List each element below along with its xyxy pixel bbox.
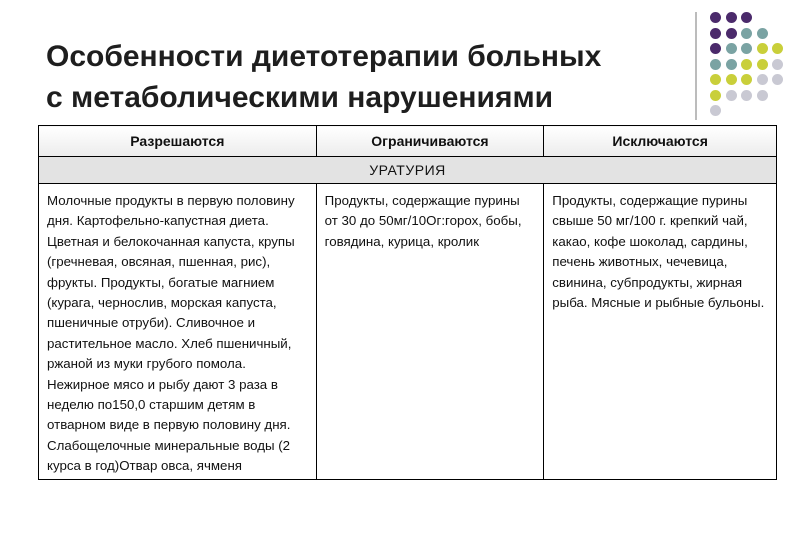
decorative-dot — [726, 74, 737, 85]
decorative-dot — [710, 28, 721, 39]
decorative-vertical-rule — [695, 12, 697, 120]
header-allowed: Разрешаются — [39, 126, 317, 157]
decorative-dot — [710, 59, 721, 70]
cell-excluded: Продукты, содержащие пурины свыше 50 мг/100 г. крепкий чай, какао, кофе шоколад, сардины, печень животных, чечевица, свинина, субпродукты, жирная рыба. Мясные и рыбные бульоны. — [544, 184, 777, 480]
decorative-dot — [741, 28, 752, 39]
decorative-dot — [757, 43, 768, 54]
slide-title — [46, 36, 601, 118]
decorative-dot — [726, 43, 737, 54]
decorative-dot — [710, 105, 721, 116]
section-row — [39, 157, 777, 184]
decorative-dot — [741, 12, 752, 23]
decorative-dot — [710, 90, 721, 101]
decorative-dot — [772, 59, 783, 70]
decorative-dot — [726, 59, 737, 70]
decorative-dot — [726, 12, 737, 23]
decorative-dot — [726, 90, 737, 101]
cell-limited: Продукты, содержащие пурины от 30 до 50мг/10Ог:горох, бобы, говядина, курица, кролик — [316, 184, 544, 480]
decorative-dot — [757, 59, 768, 70]
decorative-dot — [757, 74, 768, 85]
diet-table — [38, 125, 777, 480]
slide-title-line-1: Особенности диетотерапии больных — [46, 40, 602, 73]
header-excluded: Исключаются — [544, 126, 777, 157]
table-row — [39, 184, 777, 480]
decorative-dot — [710, 12, 721, 23]
decorative-dot — [710, 43, 721, 54]
decorative-dot — [741, 43, 752, 54]
header-limited: Ограничиваются — [316, 126, 544, 157]
table-header-row — [39, 126, 777, 157]
decorative-dot — [757, 28, 768, 39]
cell-allowed: Молочные продукты в первую половину дня. Картофельно-капустная диета. Цветная и белокочанная капуста, крупы (гречневая, овсяная, пшенная, рис), фрукты. Продукты, богатые магнием (курага, чернослив, морская капуста, пшеничные отруби). Сливочное и растительное масло. Хлеб пшеничный, ржаной из муки грубого помола. Нежирное мясо и рыбу дают 3 раза в неделю по150,0 старшим детям в отварном виде в первую половину дня. Слабощелочные минеральные воды (2 курса в год)Отвар овса, ячменя — [39, 184, 317, 480]
decorative-dot — [741, 59, 752, 70]
decorative-dot — [772, 74, 783, 85]
section-title-uraturia: УРАТУРИЯ — [39, 157, 777, 184]
slide-title-line-2: с метаболическими нарушениями — [46, 81, 554, 114]
decorative-dot — [757, 90, 768, 101]
decorative-dot — [741, 90, 752, 101]
decorative-dot — [741, 74, 752, 85]
decorative-dot — [726, 28, 737, 39]
decorative-dot — [710, 74, 721, 85]
decorative-dot — [772, 43, 783, 54]
